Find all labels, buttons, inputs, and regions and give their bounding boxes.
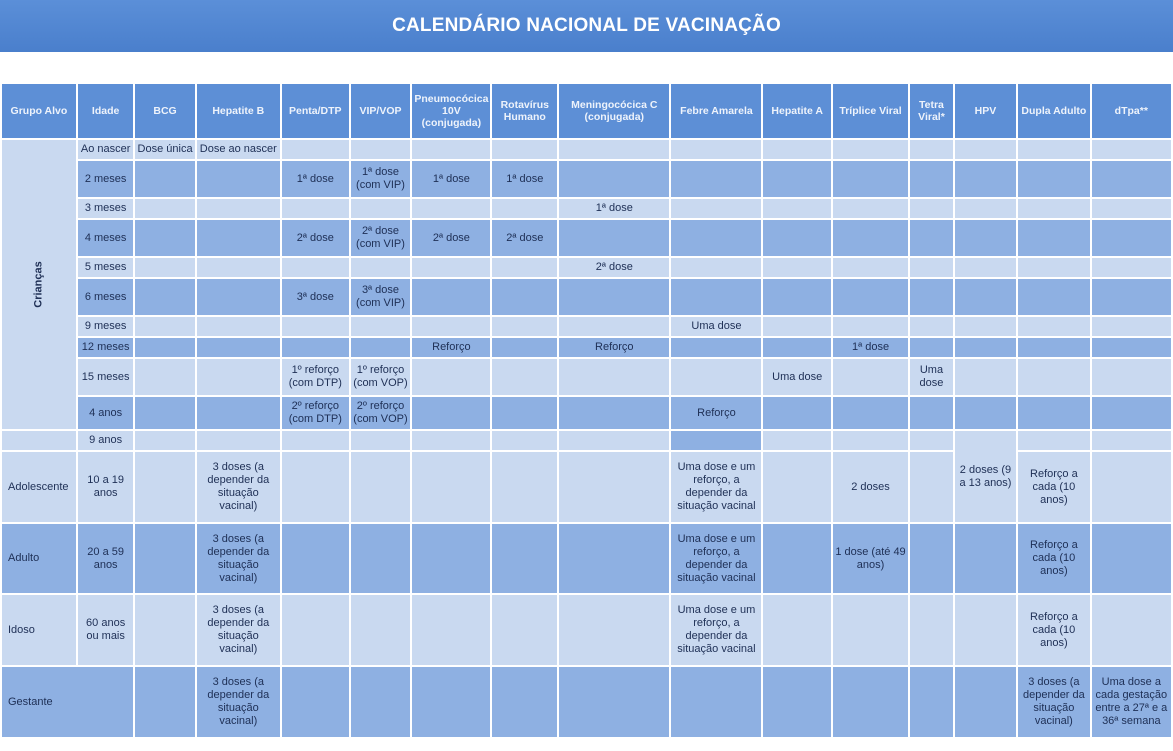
penta-cell: 3ª dose bbox=[281, 278, 350, 316]
empty-cell bbox=[954, 160, 1017, 198]
empty-cell bbox=[1091, 396, 1172, 430]
empty-cell bbox=[954, 337, 1017, 358]
empty-cell bbox=[909, 198, 954, 219]
penta-cell: 2º reforço (com DTP) bbox=[281, 396, 350, 430]
empty-cell bbox=[909, 139, 954, 160]
idade-cell: 4 anos bbox=[77, 396, 135, 430]
febre-cell: Uma dose e um reforço, a depender da situação vacinal bbox=[670, 451, 762, 523]
empty-cell bbox=[1091, 278, 1172, 316]
empty-cell bbox=[954, 594, 1017, 666]
dupla-cell: 3 doses (a depender da situação vacinal) bbox=[1017, 666, 1090, 738]
empty-cell bbox=[350, 337, 412, 358]
empty-cell bbox=[411, 198, 491, 219]
empty-cell bbox=[1017, 198, 1090, 219]
pneumo-cell: 2ª dose bbox=[411, 219, 491, 257]
empty-cell bbox=[196, 160, 281, 198]
header-febre-amarela: Febre Amarela bbox=[670, 83, 762, 139]
group-idoso: Idoso bbox=[1, 594, 77, 666]
hpv-cell: 2 doses (9 a 13 anos) bbox=[954, 430, 1017, 523]
empty-cell bbox=[1, 430, 77, 451]
empty-cell bbox=[411, 396, 491, 430]
hepb-cell: Dose ao nascer bbox=[196, 139, 281, 160]
idade-cell: 12 meses bbox=[77, 337, 135, 358]
vaccination-table bbox=[0, 82, 1173, 739]
empty-cell bbox=[196, 278, 281, 316]
header-hepatite-b: Hepatite B bbox=[196, 83, 281, 139]
empty-cell bbox=[411, 316, 491, 337]
empty-cell bbox=[1091, 523, 1172, 594]
empty-cell bbox=[491, 198, 558, 219]
empty-cell bbox=[1091, 337, 1172, 358]
empty-cell bbox=[134, 198, 195, 219]
empty-cell bbox=[134, 451, 195, 523]
idade-cell: 9 meses bbox=[77, 316, 135, 337]
empty-cell bbox=[1091, 219, 1172, 257]
empty-cell bbox=[1017, 316, 1090, 337]
table-row bbox=[1, 337, 1172, 358]
empty-cell bbox=[196, 219, 281, 257]
empty-cell bbox=[909, 257, 954, 278]
header-triplice-viral: Tríplice Viral bbox=[832, 83, 909, 139]
empty-cell bbox=[350, 316, 412, 337]
bcg-cell: Dose única bbox=[134, 139, 195, 160]
empty-cell bbox=[558, 430, 670, 451]
group-gestante: Gestante bbox=[1, 666, 134, 738]
header-pneumococica: Pneumocócica 10V (conjugada) bbox=[411, 83, 491, 139]
vip-cell: 3ª dose (com VIP) bbox=[350, 278, 412, 316]
empty-cell bbox=[281, 316, 350, 337]
empty-cell bbox=[558, 396, 670, 430]
page-title: CALENDÁRIO NACIONAL DE VACINAÇÃO bbox=[0, 0, 1173, 52]
empty-cell bbox=[762, 337, 831, 358]
febre-cell: Uma dose bbox=[670, 316, 762, 337]
dtpa-cell: Uma dose a cada gestação entre a 27ª e a 36ª semana bbox=[1091, 666, 1172, 738]
header-dtpa: dTpa** bbox=[1091, 83, 1172, 139]
empty-cell bbox=[491, 337, 558, 358]
empty-cell bbox=[762, 396, 831, 430]
header-hepatite-a: Hepatite A bbox=[762, 83, 831, 139]
hepa-cell: Uma dose bbox=[762, 358, 831, 396]
idade-cell: 6 meses bbox=[77, 278, 135, 316]
empty-cell bbox=[134, 278, 195, 316]
menin-cell: 1ª dose bbox=[558, 198, 670, 219]
group-adolescente: Adolescente bbox=[1, 451, 77, 523]
empty-cell bbox=[832, 396, 909, 430]
empty-cell bbox=[1017, 396, 1090, 430]
empty-cell bbox=[491, 278, 558, 316]
empty-cell bbox=[1091, 160, 1172, 198]
header-grupo-alvo: Grupo Alvo bbox=[1, 83, 77, 139]
pneumo-cell: 1ª dose bbox=[411, 160, 491, 198]
empty-cell bbox=[491, 523, 558, 594]
empty-cell bbox=[281, 139, 350, 160]
penta-cell: 1º reforço (com DTP) bbox=[281, 358, 350, 396]
empty-cell bbox=[411, 257, 491, 278]
empty-cell bbox=[670, 257, 762, 278]
empty-cell bbox=[909, 430, 954, 451]
menin-cell: 2ª dose bbox=[558, 257, 670, 278]
empty-cell bbox=[558, 278, 670, 316]
empty-cell bbox=[281, 666, 350, 738]
empty-cell bbox=[196, 316, 281, 337]
empty-cell bbox=[281, 257, 350, 278]
empty-cell bbox=[134, 396, 195, 430]
empty-cell bbox=[1017, 139, 1090, 160]
empty-cell bbox=[762, 257, 831, 278]
empty-cell bbox=[954, 666, 1017, 738]
empty-cell bbox=[762, 430, 831, 451]
idade-cell: 3 meses bbox=[77, 198, 135, 219]
header-vip-vop: VIP/VOP bbox=[350, 83, 412, 139]
empty-cell bbox=[832, 666, 909, 738]
table-row bbox=[1, 666, 1172, 738]
empty-cell bbox=[196, 198, 281, 219]
header-tetra-viral: Tetra Viral* bbox=[909, 83, 954, 139]
dupla-cell: Reforço a cada (10 anos) bbox=[1017, 451, 1090, 523]
group-adulto: Adulto bbox=[1, 523, 77, 594]
empty-cell bbox=[670, 337, 762, 358]
empty-cell bbox=[832, 316, 909, 337]
empty-cell bbox=[832, 219, 909, 257]
table-row bbox=[1, 219, 1172, 257]
empty-cell bbox=[196, 430, 281, 451]
table-row bbox=[1, 396, 1172, 430]
penta-cell: 2ª dose bbox=[281, 219, 350, 257]
empty-cell bbox=[1091, 139, 1172, 160]
table-row bbox=[1, 257, 1172, 278]
empty-cell bbox=[196, 396, 281, 430]
vip-cell: 1ª dose (com VIP) bbox=[350, 160, 412, 198]
table-row bbox=[1, 160, 1172, 198]
table-row bbox=[1, 198, 1172, 219]
empty-cell bbox=[134, 358, 195, 396]
header-idade: Idade bbox=[77, 83, 135, 139]
empty-cell bbox=[281, 337, 350, 358]
empty-cell bbox=[670, 160, 762, 198]
table-row bbox=[1, 278, 1172, 316]
empty-cell bbox=[909, 316, 954, 337]
empty-cell bbox=[909, 451, 954, 523]
empty-cell bbox=[281, 523, 350, 594]
idade-cell: 9 anos bbox=[77, 430, 135, 451]
empty-cell bbox=[558, 358, 670, 396]
idade-cell: 5 meses bbox=[77, 257, 135, 278]
empty-cell bbox=[909, 523, 954, 594]
empty-cell bbox=[1091, 257, 1172, 278]
febre-cell: Reforço bbox=[670, 396, 762, 430]
empty-cell bbox=[134, 666, 195, 738]
triplice-cell: 1 dose (até 49 anos) bbox=[832, 523, 909, 594]
empty-cell bbox=[491, 358, 558, 396]
empty-cell bbox=[411, 358, 491, 396]
empty-cell bbox=[281, 451, 350, 523]
empty-cell bbox=[1017, 278, 1090, 316]
idade-cell: 60 anos ou mais bbox=[77, 594, 135, 666]
empty-cell bbox=[411, 451, 491, 523]
empty-cell bbox=[670, 198, 762, 219]
idade-cell: 2 meses bbox=[77, 160, 135, 198]
penta-cell: 1ª dose bbox=[281, 160, 350, 198]
empty-cell bbox=[281, 594, 350, 666]
empty-cell bbox=[411, 139, 491, 160]
empty-cell bbox=[134, 523, 195, 594]
empty-cell bbox=[350, 430, 412, 451]
dupla-cell: Reforço a cada (10 anos) bbox=[1017, 523, 1090, 594]
empty-cell bbox=[954, 358, 1017, 396]
febre-cell: Uma dose e um reforço, a depender da situação vacinal bbox=[670, 594, 762, 666]
empty-cell bbox=[832, 139, 909, 160]
vip-cell: 1º reforço (com VOP) bbox=[350, 358, 412, 396]
idade-cell: 20 a 59 anos bbox=[77, 523, 135, 594]
empty-cell bbox=[909, 337, 954, 358]
empty-cell bbox=[491, 451, 558, 523]
empty-cell bbox=[350, 594, 412, 666]
empty-cell bbox=[762, 594, 831, 666]
empty-cell bbox=[411, 523, 491, 594]
table-row bbox=[1, 139, 1172, 160]
empty-cell bbox=[762, 278, 831, 316]
hepb-cell: 3 doses (a depender da situação vacinal) bbox=[196, 523, 281, 594]
empty-cell bbox=[954, 139, 1017, 160]
empty-cell bbox=[1017, 430, 1090, 451]
empty-cell bbox=[411, 430, 491, 451]
empty-cell bbox=[832, 430, 909, 451]
header-hpv: HPV bbox=[954, 83, 1017, 139]
empty-cell bbox=[350, 139, 412, 160]
empty-cell bbox=[1017, 358, 1090, 396]
empty-cell bbox=[909, 666, 954, 738]
empty-cell bbox=[1091, 594, 1172, 666]
empty-cell bbox=[558, 451, 670, 523]
empty-cell bbox=[558, 523, 670, 594]
empty-cell bbox=[558, 594, 670, 666]
empty-cell bbox=[762, 451, 831, 523]
triplice-cell: 1ª dose bbox=[832, 337, 909, 358]
empty-cell bbox=[670, 219, 762, 257]
header-row bbox=[1, 83, 1172, 139]
idade-cell: 4 meses bbox=[77, 219, 135, 257]
empty-cell bbox=[762, 523, 831, 594]
empty-cell bbox=[909, 594, 954, 666]
dupla-cell: Reforço a cada (10 anos) bbox=[1017, 594, 1090, 666]
table-row bbox=[1, 430, 1172, 451]
empty-cell bbox=[350, 451, 412, 523]
empty-cell bbox=[1017, 219, 1090, 257]
empty-cell bbox=[491, 316, 558, 337]
menin-cell: Reforço bbox=[558, 337, 670, 358]
empty-cell bbox=[909, 160, 954, 198]
empty-cell bbox=[196, 358, 281, 396]
empty-cell bbox=[670, 358, 762, 396]
empty-cell bbox=[491, 666, 558, 738]
empty-cell bbox=[832, 358, 909, 396]
empty-cell bbox=[954, 278, 1017, 316]
empty-cell bbox=[832, 160, 909, 198]
header-dupla-adulto: Dupla Adulto bbox=[1017, 83, 1090, 139]
empty-cell bbox=[491, 396, 558, 430]
empty-cell bbox=[954, 198, 1017, 219]
empty-cell bbox=[558, 219, 670, 257]
empty-cell bbox=[491, 594, 558, 666]
empty-cell bbox=[832, 257, 909, 278]
empty-cell bbox=[762, 198, 831, 219]
empty-cell bbox=[670, 278, 762, 316]
empty-cell bbox=[909, 219, 954, 257]
empty-cell bbox=[281, 430, 350, 451]
empty-cell bbox=[670, 139, 762, 160]
empty-cell bbox=[134, 430, 195, 451]
empty-cell bbox=[134, 316, 195, 337]
empty-cell bbox=[491, 139, 558, 160]
table-row bbox=[1, 358, 1172, 396]
empty-cell bbox=[832, 278, 909, 316]
empty-cell bbox=[134, 594, 195, 666]
empty-cell bbox=[1017, 337, 1090, 358]
empty-cell bbox=[762, 219, 831, 257]
pneumo-cell: Reforço bbox=[411, 337, 491, 358]
vip-cell: 2º reforço (com VOP) bbox=[350, 396, 412, 430]
empty-cell bbox=[350, 666, 412, 738]
empty-cell bbox=[134, 219, 195, 257]
empty-cell bbox=[411, 594, 491, 666]
table-row bbox=[1, 523, 1172, 594]
empty-cell bbox=[1091, 358, 1172, 396]
empty-cell bbox=[909, 396, 954, 430]
vip-cell: 2ª dose (com VIP) bbox=[350, 219, 412, 257]
empty-cell bbox=[134, 257, 195, 278]
empty-cell bbox=[196, 337, 281, 358]
empty-cell bbox=[832, 594, 909, 666]
febre-cell: Uma dose e um reforço, a depender da situação vacinal bbox=[670, 523, 762, 594]
empty-cell bbox=[558, 666, 670, 738]
hepb-cell: 3 doses (a depender da situação vacinal) bbox=[196, 594, 281, 666]
triplice-cell: 2 doses bbox=[832, 451, 909, 523]
empty-cell bbox=[909, 278, 954, 316]
empty-cell bbox=[762, 160, 831, 198]
empty-cell bbox=[954, 219, 1017, 257]
empty-cell bbox=[1017, 160, 1090, 198]
empty-cell bbox=[350, 257, 412, 278]
empty-cell bbox=[196, 257, 281, 278]
table-row bbox=[1, 316, 1172, 337]
empty-cell bbox=[762, 666, 831, 738]
group-criancas: Crianças bbox=[1, 139, 77, 430]
empty-cell bbox=[134, 337, 195, 358]
idade-cell: 15 meses bbox=[77, 358, 135, 396]
empty-cell bbox=[350, 523, 412, 594]
empty-cell bbox=[1091, 430, 1172, 451]
empty-cell bbox=[558, 139, 670, 160]
header-rotavirus: Rotavírus Humano bbox=[491, 83, 558, 139]
hepb-cell: 3 doses (a depender da situação vacinal) bbox=[196, 666, 281, 738]
empty-cell bbox=[491, 430, 558, 451]
empty-cell bbox=[1091, 451, 1172, 523]
empty-cell bbox=[558, 160, 670, 198]
empty-cell bbox=[558, 316, 670, 337]
empty-cell bbox=[491, 257, 558, 278]
empty-cell bbox=[954, 316, 1017, 337]
empty-cell bbox=[134, 160, 195, 198]
header-bcg: BCG bbox=[134, 83, 195, 139]
idade-cell: 10 a 19 anos bbox=[77, 451, 135, 523]
empty-cell bbox=[762, 139, 831, 160]
rota-cell: 2ª dose bbox=[491, 219, 558, 257]
header-meningococica: Meningocócica C (conjugada) bbox=[558, 83, 670, 139]
empty-cell bbox=[281, 198, 350, 219]
empty-cell bbox=[411, 278, 491, 316]
header-penta-dtp: Penta/DTP bbox=[281, 83, 350, 139]
idade-cell: Ao nascer bbox=[77, 139, 135, 160]
empty-cell bbox=[1017, 257, 1090, 278]
empty-cell bbox=[411, 666, 491, 738]
empty-cell bbox=[670, 430, 762, 451]
empty-cell bbox=[350, 198, 412, 219]
empty-cell bbox=[954, 523, 1017, 594]
empty-cell bbox=[954, 396, 1017, 430]
rota-cell: 1ª dose bbox=[491, 160, 558, 198]
empty-cell bbox=[832, 198, 909, 219]
empty-cell bbox=[1091, 316, 1172, 337]
empty-cell bbox=[670, 666, 762, 738]
hepb-cell: 3 doses (a depender da situação vacinal) bbox=[196, 451, 281, 523]
empty-cell bbox=[1091, 198, 1172, 219]
table-row bbox=[1, 594, 1172, 666]
empty-cell bbox=[954, 257, 1017, 278]
empty-cell bbox=[762, 316, 831, 337]
tetra-cell: Uma dose bbox=[909, 358, 954, 396]
